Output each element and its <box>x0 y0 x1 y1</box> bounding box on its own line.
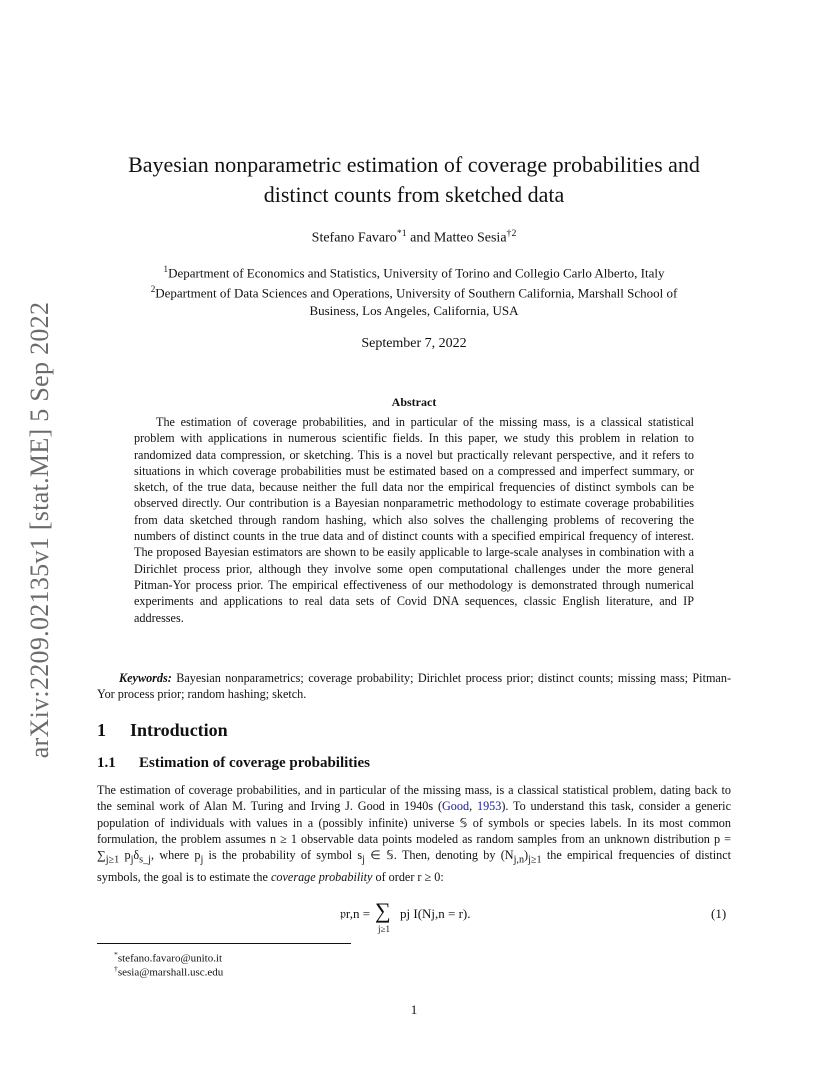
section-number: 1 <box>97 720 106 740</box>
citation-link-author[interactable]: Good <box>442 799 470 814</box>
intro-text-6: is the probability of symbol s <box>203 848 363 863</box>
summation-symbol: ∑ <box>375 898 391 923</box>
intro-text-5: , where p <box>151 848 201 863</box>
author-1: Stefano Favaro <box>311 230 397 246</box>
intro-text-9: the empirical frequencies of distinct symbols, the goal is to estimate the <box>97 848 732 884</box>
footnote-2-mark: † <box>114 964 118 973</box>
footnote-2-email: sesia@marshall.usc.edu <box>117 966 224 979</box>
intro-emphasis: coverage probability <box>271 869 373 884</box>
intro-text-4: δ <box>133 848 140 863</box>
author-2: Matteo Sesia <box>433 230 507 246</box>
affiliation-2-line-1: Department of Data Sciences and Operations, University of Southern California, Marshall School of <box>155 285 678 301</box>
affiliation-1-text: Department of Economics and Statistics, University of Torino and Collegio Carlo Alberto, Italy <box>168 265 665 281</box>
keywords <box>97 670 731 702</box>
abstract-body: The estimation of coverage probabilities, and in particular of the missing mass, is a classical statistical problem with applications in numerous scientific fields. In this paper, we study this problem in relation to randomized data compression, or sketching. This is a novel but practically relevant perspective, and it refers to situations in which coverage probabilities must be estimated based on a compressed and imperfect summary, or sketch, of the true data, because neither the full data nor the empirical frequencies of distinct symbols can be observed directly. Our contribution is a Bayesian nonparametric methodology to estimate coverage probabilities from data sketched through random hashing, which also solves the challenging problems of recovering the numbers of distinct counts in the true data and of distinct counts with a specified empirical frequency of interest. The proposed Bayesian estimators are shown to be easily applicable to large-scale analyses in combination with a Dirichlet process prior, although they involve some open computational challenges under the more general Pitman-Yor process prior. The empirical effectiveness of our methodology is demonstrated through numerical experiments and applications to real data sets of Covid DNA sequences, classic English literature, and IP addresses. <box>134 415 694 625</box>
footnote-1-mark: * <box>114 950 118 959</box>
intro-sub-6: j,n <box>513 854 525 866</box>
subsection-number: 1.1 <box>97 755 116 771</box>
equation-rhs: pj I(Nj,n = r). <box>400 906 471 921</box>
author-conjunction: and <box>406 230 434 246</box>
intro-text-3: p <box>119 848 131 863</box>
equation-lhs: 𝔭r,n = <box>340 906 371 921</box>
page-number: 1 <box>410 1002 418 1017</box>
intro-sub-5: j <box>362 854 365 866</box>
equation-1 <box>0 900 828 940</box>
section-title: Introduction <box>130 720 228 740</box>
affiliation-1-mark: 1 <box>163 264 169 274</box>
author-1-marks: *1 <box>396 228 407 239</box>
author-2-marks: †2 <box>506 228 517 239</box>
footnote-2 <box>114 964 223 979</box>
citation-sep: , <box>469 799 477 814</box>
affiliation-2-mark: 2 <box>150 284 156 295</box>
keywords-text: Bayesian nonparametrics; coverage probability; Dirichlet process prior; distinct counts; missing mass; Pitman-Yor process prior; random hashing; sketch. <box>97 671 731 701</box>
citation-link-year[interactable]: 1953 <box>476 799 502 814</box>
intro-paragraph <box>97 782 731 885</box>
keywords-label: Keywords: <box>119 671 172 685</box>
summation-index: j≥1 <box>378 924 390 934</box>
intro-text-8: ) <box>524 848 529 863</box>
affiliations <box>0 261 828 319</box>
section-heading-introduction <box>97 720 228 741</box>
affiliation-2 <box>0 281 828 301</box>
intro-text-7: ∈ 𝕊. Then, denoting by (N <box>365 848 514 863</box>
footnote-1 <box>114 950 222 965</box>
abstract-heading: Abstract <box>391 395 437 409</box>
subsection-title: Estimation of coverage probabilities <box>139 755 370 771</box>
subsection-heading-coverage <box>97 755 370 772</box>
intro-text-1: The estimation of coverage probabilities, and in particular of the missing mass, is a classical statistical problem, dating back to the seminal work of Alan M. Turing and Irving J. Good in 1940s ( <box>97 783 731 814</box>
intro-sub-4: j <box>200 854 204 866</box>
title-line-1: Bayesian nonparametric estimation of coverage probabilities and <box>128 152 700 177</box>
equation-number: (1) <box>711 906 727 921</box>
intro-sub-1: j≥1 <box>105 854 120 866</box>
publication-date: September 7, 2022 <box>361 336 467 351</box>
footnote-1-email: stefano.favaro@unito.it <box>117 952 223 965</box>
author-list <box>0 228 828 247</box>
affiliation-2-cont: Business, Los Angeles, California, USA <box>309 302 519 318</box>
intro-text-10: of order r ≥ 0: <box>372 869 444 884</box>
footnote-rule <box>97 943 351 944</box>
intro-sub-3: s_j <box>139 854 151 866</box>
intro-sub-7: j≥1 <box>528 854 542 866</box>
intro-text-2: ). To understand this task, consider a generic population of individuals with values in a (possibly infinite) universe 𝕊 of symbols or species labels. In its most common formulation, the problem assumes n ≥ 1 observable data points modeled as random samples from an unknown distribution p = ∑ <box>97 799 731 863</box>
intro-sub-2: j <box>130 854 134 866</box>
affiliation-1 <box>0 261 828 281</box>
title-line-2: distinct counts from sketched data <box>263 182 565 207</box>
paper-title <box>0 150 828 210</box>
arxiv-identifier: arXiv:2209.02135v1 [stat.ME] 5 Sep 2022 <box>25 301 54 759</box>
